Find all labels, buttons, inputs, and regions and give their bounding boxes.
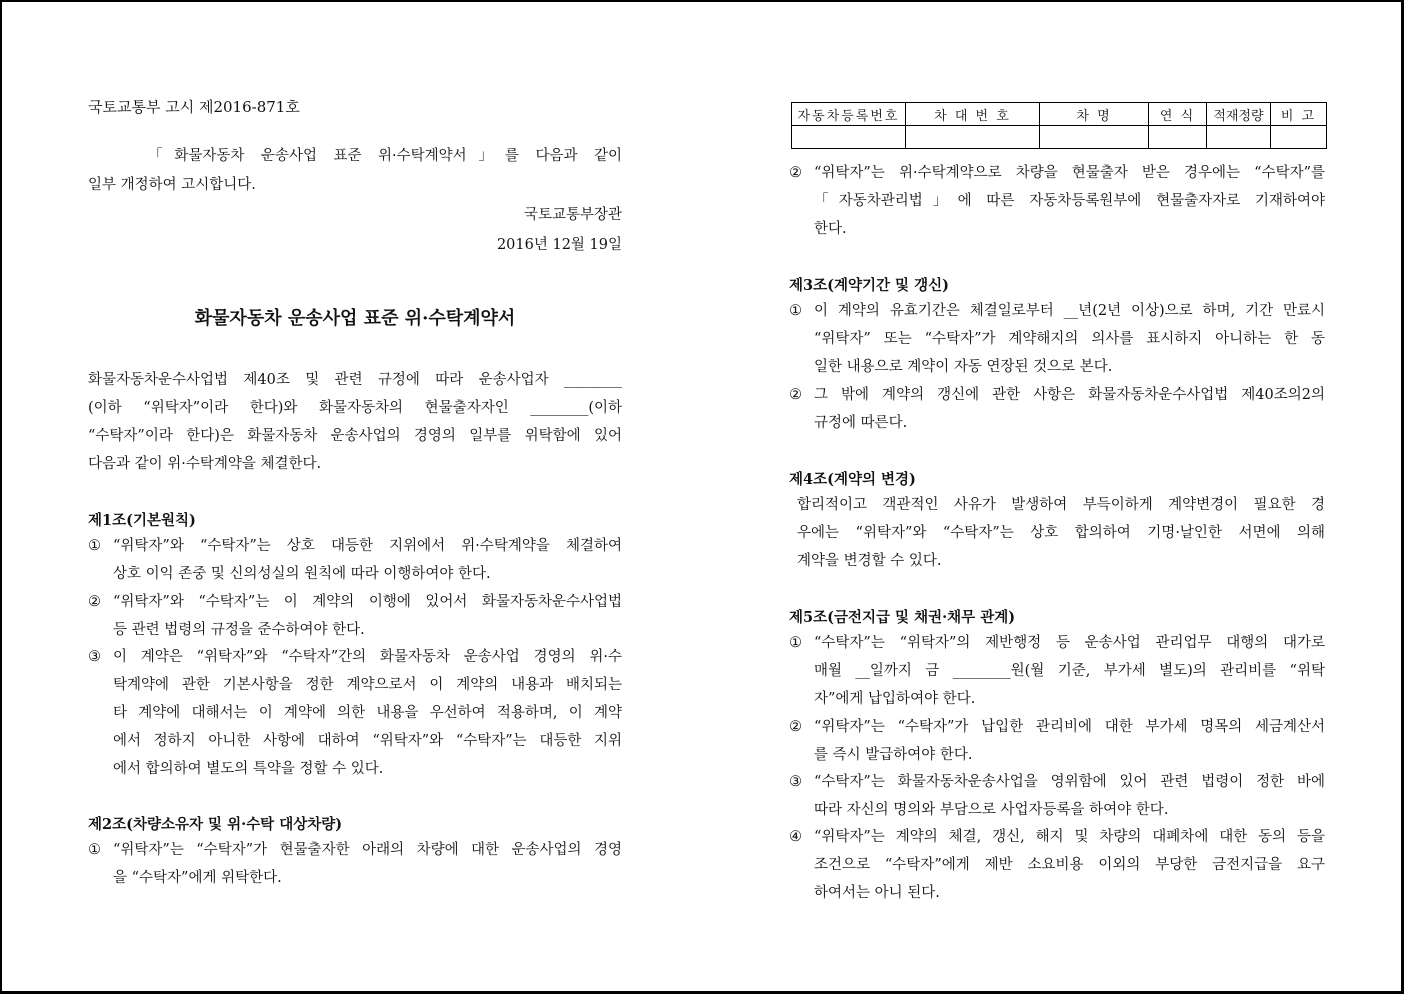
table-cell[interactable] [1207,126,1271,149]
preamble-line: 화물자동차운수사업법 제40조 및 관련 규정에 따라 운송사업자 ________ [88,372,622,388]
item-line: 따라 자신의 명의와 부담으로 사업자등록을 하여야 한다. [814,802,1169,818]
item-line: 에서 정하지 아니한 사항에 대하여 “위탁자”와 “수탁자”는 대등한 지위 [113,733,622,749]
table-header-cell: 적재정량 [1207,103,1271,126]
item-line: 을 “수탁자”에게 위탁한다. [113,870,282,886]
item-number: ④ [789,829,802,845]
item-number: ② [789,719,802,735]
item-line: “위탁자”는 위·수탁계약으로 차량을 현물출자 받은 경우에는 “수탁자”를 [814,165,1325,181]
item-line: 일한 내용으로 계약이 자동 연장된 것으로 본다. [814,359,1113,375]
item-line: “위탁자”와 “수탁자”는 이 계약의 이행에 있어서 화물자동차운수사업법 [113,594,622,610]
item-line: 이 계약의 유효기간은 체결일로부터 __년(2년 이상)으로 하며, 기간 만료시 [814,303,1325,319]
body-line: 우에는 “위탁자”와 “수탁자”는 상호 합의하여 기명·날인한 서면에 의해 [797,525,1325,541]
item-line: 한다. [814,221,847,237]
vehicle-table-row [792,126,1327,149]
notice-intro-line-1: 「화물자동차 운송사업 표준 위·수탁계약서」를 다음과 같이 [148,148,622,164]
item-line: “위탁자”는 “수탁자”가 현물출자한 아래의 차량에 대한 운송사업의 경영 [113,842,622,858]
item-number: ① [789,303,802,319]
item-line: 규정에 따른다. [814,415,908,431]
table-header-cell: 차 대 번 호 [906,103,1040,126]
item-number: ② [789,387,802,403]
item-number: ③ [88,649,101,665]
preamble-line: (이하 “위탁자”이라 한다)와 화물자동차의 현물출자자인 ________(이하 [88,400,622,416]
table-cell[interactable] [792,126,906,149]
item-line: “수탁자”는 “위탁자”의 제반행정 등 운송사업 관리업무 대행의 대가로 [814,635,1325,651]
item-line: “위탁자” 또는 “수탁자”가 계약해지의 의사를 표시하지 아니하는 한 동 [814,331,1325,347]
notice-issuer: 국토교통부장관 [523,207,622,223]
notice-intro-line-2: 일부 개정하여 고시합니다. [88,177,256,193]
item-line: “위탁자”는 “수탁자”가 납입한 관리비에 대한 부가세 명목의 세금계산서 [814,719,1325,735]
table-header-cell: 연 식 [1149,103,1207,126]
item-number: ② [88,594,101,610]
item-line: 조건으로 “수탁자”에게 제반 소요비용 이외의 부당한 금전지급을 요구 [814,857,1325,873]
body-line: 계약을 변경할 수 있다. [797,553,942,569]
item-number: ① [789,635,802,651]
item-number: ① [88,842,101,858]
table-cell[interactable] [906,126,1040,149]
item-number: ③ [789,774,802,790]
table-cell[interactable] [1149,126,1207,149]
item-line: 에서 합의하여 별도의 특약을 정할 수 있다. [113,761,384,777]
item-line: 를 즉시 발급하여야 한다. [814,747,973,763]
article1-heading: 제1조(기본원칙) [88,512,196,529]
item-line: 자”에게 납입하여야 한다. [814,691,976,707]
table-header-cell: 비 고 [1271,103,1327,126]
item-line: 하여서는 아니 된다. [814,885,940,901]
table-header-cell: 자동차등록번호 [792,103,906,126]
item-line: 「자동차관리법」에 따른 자동차등록원부에 현물출자자로 기재하여야 [814,193,1325,209]
vehicle-table [791,102,1327,149]
preamble [88,366,622,478]
item-line: 탁계약에 관한 기본사항을 정한 계약으로서 이 계약의 내용과 배치되는 [113,677,622,693]
preamble-line: 다음과 같이 위·수탁계약을 체결한다. [88,456,322,472]
contract-title: 화물자동차 운송사업 표준 위·수탁계약서 [194,308,516,329]
preamble-line: “수탁자”이라 한다)은 화물자동차 운송사업의 경영의 일부를 위탁함에 있어 [88,428,622,444]
article3-heading: 제3조(계약기간 및 갱신) [789,277,949,294]
article4-body [797,491,1325,575]
item-number: ① [88,538,101,554]
item-line: 매월 __일까지 금 ________원(월 기준, 부가세 별도)의 관리비를 “위탁 [814,663,1325,679]
item-line: 이 계약은 “위탁자”와 “수탁자”간의 화물자동차 운송사업 경영의 위·수 [113,649,622,665]
item-line: “수탁자”는 화물자동차운송사업을 영위함에 있어 관련 법령이 정한 바에 [814,774,1325,790]
body-line: 합리적이고 객관적인 사유가 발생하여 부득이하게 계약변경이 필요한 경 [797,497,1325,513]
item-line: 등 관련 법령의 규정을 준수하여야 한다. [113,622,365,638]
item-line: 타 계약에 대해서는 이 계약에 의한 내용을 우선하여 적용하며, 이 계약 [113,705,622,721]
item-line: “위탁자”는 계약의 체결, 갱신, 해지 및 차량의 대폐차에 대한 동의 등을 [814,829,1325,845]
table-cell[interactable] [1271,126,1327,149]
article5-heading: 제5조(금전지급 및 채권·채무 관계) [789,609,1016,626]
vehicle-table-header-row [792,103,1327,126]
item-number: ② [789,165,802,181]
item-line: 상호 이익 존중 및 신의성실의 원칙에 따라 이행하여야 한다. [113,566,491,582]
table-header-cell: 차 명 [1040,103,1149,126]
item-line: 그 밖에 계약의 갱신에 관한 사항은 화물자동차운수사업법 제40조의2의 [814,387,1325,403]
article4-heading: 제4조(계약의 변경) [789,471,916,488]
item-line: “위탁자”와 “수탁자”는 상호 대등한 지위에서 위·수탁계약을 체결하여 [113,538,622,554]
table-cell[interactable] [1040,126,1149,149]
article2-heading: 제2조(차량소유자 및 위·수탁 대상차량) [88,816,343,833]
notice-number: 국토교통부 고시 제2016-871호 [88,98,300,116]
notice-date: 2016년 12월 19일 [496,237,622,253]
